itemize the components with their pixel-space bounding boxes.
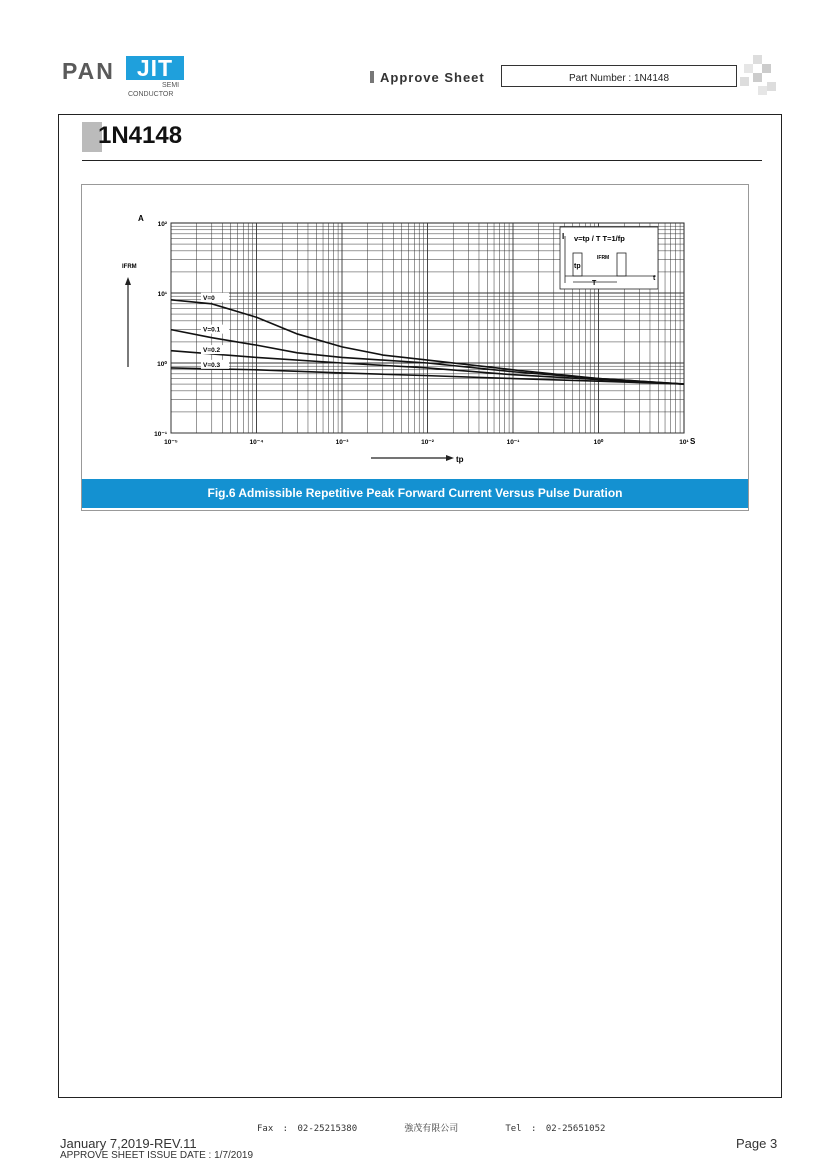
- footer-date-rev: January 7,2019-REV.11: [60, 1136, 197, 1151]
- x-tick-label: 10⁰: [593, 439, 604, 446]
- inset-ifrm-label: IFRM: [597, 255, 610, 261]
- inset-tp-label: tp: [574, 263, 581, 270]
- x-tick-label: 10⁻⁴: [249, 439, 264, 446]
- page-title: 1N4148: [98, 122, 183, 149]
- chart-inset: [560, 227, 658, 289]
- inset-formula: v=tp / T T=1/fp: [574, 234, 625, 243]
- approve-sheet-text: Approve Sheet: [380, 70, 485, 85]
- y-tick-label: 10²: [157, 221, 167, 228]
- x-tick-label: 10¹: [679, 439, 689, 446]
- x-unit-label: S: [690, 437, 696, 446]
- x-axis-label-group: [371, 437, 696, 464]
- inset-time-label: t: [653, 275, 656, 282]
- y-axis-label-group: [122, 214, 144, 367]
- logo-jit-text: JIT: [126, 56, 184, 80]
- x-tick-label: 10⁻⁵: [164, 439, 178, 446]
- footer-tel: Tel : 02-25651052: [505, 1124, 606, 1134]
- x-tick-label: 10⁻¹: [506, 439, 520, 446]
- footer-contact: [257, 1121, 605, 1134]
- footer-issue-date: APPROVE SHEET ISSUE DATE : 1/7/2019: [60, 1150, 254, 1161]
- footer-company: 強茂有限公司: [404, 1124, 459, 1134]
- approve-bar-icon: [370, 71, 374, 83]
- series-label-2: V=0.2: [203, 347, 221, 355]
- series-label-3: V=0.3: [203, 361, 221, 369]
- x-axis-label: tp: [456, 455, 464, 464]
- y-tick-label: 10⁻¹: [154, 431, 167, 438]
- checker-pattern-icon: [740, 55, 780, 95]
- x-tick-label: 10⁻²: [421, 439, 434, 446]
- y-unit-label: A: [138, 214, 144, 223]
- chart-svg: [82, 185, 746, 479]
- title-divider: [82, 160, 762, 161]
- inset-T-label: T: [592, 280, 597, 287]
- series-label-0: V=0: [203, 294, 215, 302]
- y-axis-arrowhead: [125, 277, 131, 285]
- part-number-box: Part Number : 1N4148: [501, 65, 737, 87]
- logo-pan-text: PAN: [62, 58, 115, 84]
- figure-caption: Fig.6 Admissible Repetitive Peak Forward Current Versus Pulse Duration: [82, 479, 748, 508]
- panjit-logo: [62, 54, 192, 104]
- footer-page-number: Page 3: [736, 1136, 778, 1151]
- x-tick-label: 10⁻³: [335, 439, 349, 446]
- y-axis-label: IFRM: [122, 264, 137, 270]
- x-axis-arrowhead: [446, 455, 454, 461]
- approve-sheet-label: [370, 70, 485, 85]
- series-label-1: V=0.1: [203, 326, 221, 334]
- footer-fax: Fax : 02-25215380: [257, 1124, 358, 1134]
- y-tick-label: 10¹: [157, 291, 167, 298]
- logo-conductor-text: CONDUCTOR: [128, 91, 174, 98]
- y-tick-label: 10⁰: [157, 361, 167, 368]
- inset-i-label: I: [562, 232, 565, 241]
- logo-semi-text: SEMI: [162, 82, 180, 89]
